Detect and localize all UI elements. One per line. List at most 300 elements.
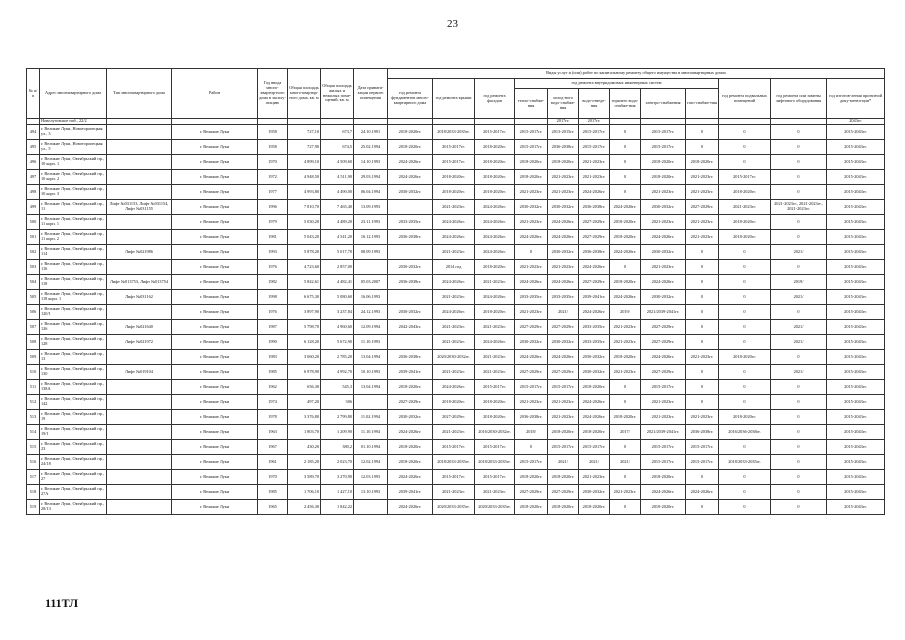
cell-area-living: 1 427,10 — [321, 485, 354, 500]
cell-area-total: 4 723,60 — [288, 260, 321, 275]
cell-district: г. Великие Луки — [172, 170, 258, 185]
cell-num: 519 — [27, 500, 40, 515]
cell-type — [107, 440, 172, 455]
cell-type — [107, 155, 172, 170]
cell-area-total: 2 185,20 — [288, 455, 321, 470]
cell-area-living: 4 541,20 — [321, 230, 354, 245]
cell-gas: 2015-2017гг. — [686, 455, 719, 470]
cell-electric: 2024-2026гг. — [641, 485, 686, 500]
cell-num: 500 — [27, 215, 40, 230]
cell-heat: 2027-2029гг. — [515, 485, 548, 500]
cell-heat: 2024-2026гг. — [515, 350, 548, 365]
cell-cold-water: 2015-2017гг. — [548, 380, 579, 395]
cell-basement: 0 — [719, 500, 771, 515]
cell-design-docs: 2015-2043гг. — [827, 290, 885, 305]
cell-gas: 2021-2023гг. — [686, 350, 719, 365]
cell-area-total: 3 060,20 — [288, 350, 321, 365]
cell-roof: 2024-2026гг. — [433, 275, 475, 290]
cell-design-docs: 2015-2043гг. — [827, 260, 885, 275]
cell-type — [107, 485, 172, 500]
cell-foundation: 2030-2032гг. — [388, 185, 433, 200]
cell-hot-water: 2018-2020гг. — [610, 410, 641, 425]
cell-lift: 0 — [771, 215, 827, 230]
cell-design-docs: 2015-2043гг. — [827, 245, 885, 260]
cell-design-docs: 2015-2043гг. — [827, 170, 885, 185]
cell-num: 507 — [27, 320, 40, 335]
cell-year: 1972 — [258, 170, 288, 185]
cell-drainage: 2024-2026гг. — [579, 395, 610, 410]
header-type: Тип многоквартирного дома — [107, 69, 172, 119]
cell-priv-date: 12.02.1994 — [354, 455, 388, 470]
cell-district: г. Великие Луки — [172, 140, 258, 155]
cell-hot-water: 2018-2020гг. — [610, 275, 641, 290]
cell-address: г. Великие Луки, Октябрьский пр., 128 — [40, 335, 107, 350]
cell-electric: 2018-2020гг. — [641, 500, 686, 515]
cell-district: г. Великие Луки — [172, 485, 258, 500]
cell-roof: 2015-2017гг. — [433, 155, 475, 170]
cell-district: г. Великие Луки — [172, 245, 258, 260]
cell-type — [107, 140, 172, 155]
cell-lift: 0 — [771, 305, 827, 320]
cell-area-total: 6 978,90 — [288, 365, 321, 380]
cell-year: 1985 — [258, 365, 288, 380]
cell-heat: 2018-2020гг. — [515, 470, 548, 485]
cell-priv-date: 08.09.1993 — [354, 245, 388, 260]
cell-drainage: 2030-2032гг. — [579, 485, 610, 500]
cell-hot-water: 0 — [610, 185, 641, 200]
cell-area-living: 3 270,90 — [321, 470, 354, 485]
cell-heat: 0 — [515, 440, 548, 455]
cell-num: 516 — [27, 455, 40, 470]
cell-cold-water: 2013-2015гг. — [548, 125, 579, 140]
cell-year: 1958 — [258, 140, 288, 155]
cell-electric: 2027-2029гг. — [641, 365, 686, 380]
cell-foundation: 2024-2026гг. — [388, 470, 433, 485]
cell-year: 1965 — [258, 500, 288, 515]
cell-gas: 0 — [686, 125, 719, 140]
cell-address: г. Великие Луки, Октябрьский пр., 28/13 — [40, 500, 107, 515]
cell-district: г. Великие Луки — [172, 410, 258, 425]
header-cold-water: холод-ного водо-снабже-ния — [548, 89, 579, 119]
cell-drainage: 2021/ — [579, 455, 610, 470]
cell-drainage: 2017гг. — [579, 119, 610, 125]
table-row — [27, 395, 885, 410]
cell-area-living: 5 672,90 — [321, 335, 354, 350]
cell-design-docs: 2015-2043гг. — [827, 275, 885, 290]
cell-hot-water: 0 — [610, 140, 641, 155]
table-row — [27, 365, 885, 380]
page-number: 23 — [447, 18, 458, 30]
cell-area-total: 7 810,70 — [288, 200, 321, 215]
cell-year: 1970 — [258, 155, 288, 170]
table-row — [27, 410, 885, 425]
cell-type: Лифт №021972 — [107, 335, 172, 350]
header-hot-water: горячего водо-снабже-ния — [610, 89, 641, 119]
cell-design-docs: 2015-2043гг. — [827, 395, 885, 410]
cell-basement: 0 — [719, 260, 771, 275]
cell-hot-water: 2021/ — [610, 455, 641, 470]
cell-foundation: 2027-2029гг. — [388, 395, 433, 410]
cell-roof: 2021-2023гг. — [433, 485, 475, 500]
table-row — [27, 245, 885, 260]
cell-num: 502 — [27, 245, 40, 260]
table-header — [27, 69, 885, 119]
cell-hot-water: 2021-2023гг. — [610, 335, 641, 350]
cell-heat: 2024-2026гг. — [515, 275, 548, 290]
cell-drainage: 2039-2041гг. — [579, 290, 610, 305]
cell-cold-water: 2021/ — [548, 455, 579, 470]
cell-lift: 2021/ — [771, 320, 827, 335]
capital-repair-table — [26, 68, 885, 515]
cell-priv-date: 24.10.1991 — [354, 125, 388, 140]
cell-priv-date: 10.10.1993 — [354, 365, 388, 380]
cell-heat: 0 — [515, 245, 548, 260]
cell-cold-water: 2018-2020гг. — [548, 425, 579, 440]
cell-basement: 0 — [719, 140, 771, 155]
cell-num: 514 — [27, 425, 40, 440]
cell-area-total: 1 803,70 — [288, 425, 321, 440]
cell-drainage: 2024-2026гг. — [579, 260, 610, 275]
header-works-group: Виды услуг и (или) работ по капитальному ремонту общего имущества в многоквартирных домах — [388, 69, 885, 79]
cell-address: г. Великие Луки, Октябрьский пр., 19 — [40, 410, 107, 425]
cell-drainage: 2021-2023гг. — [579, 155, 610, 170]
cell-foundation: 2030-2032гг. — [388, 410, 433, 425]
cell-address: г. Великие Луки, Октябрьский пр., 10 корп. 2 — [40, 170, 107, 185]
cell-district: г. Великие Луки — [172, 320, 258, 335]
cell-facade: 2018-2020гг. — [475, 170, 515, 185]
cell-cold-water: 2024-2026гг. — [548, 350, 579, 365]
cell-cold-water: 2033-2035гг. — [548, 290, 579, 305]
cell-facade: 2016/2030-2032гг. — [475, 425, 515, 440]
cell-gas: 0 — [686, 245, 719, 260]
cell-facade: 2021-2023гг. — [475, 365, 515, 380]
cell-hot-water: 0 — [610, 500, 641, 515]
cell-roof: 2018-2020гг. — [433, 170, 475, 185]
cell-foundation: 2042-2043гг. — [388, 320, 433, 335]
cell-year: 1963 — [258, 425, 288, 440]
cell-facade: 2018-2020гг. — [475, 395, 515, 410]
cell-area-total: 727,10 — [288, 125, 321, 140]
cell-address: г. Великие Луки, Октябрьский пр., 142 — [40, 395, 107, 410]
cell-roof: 2024-2026гг. — [433, 230, 475, 245]
cell-num: 512 — [27, 395, 40, 410]
cell-hot-water: 0 — [610, 380, 641, 395]
cell-type — [107, 470, 172, 485]
cell-gas: 0 — [686, 395, 719, 410]
cell-area-living: 4 509,60 — [321, 155, 354, 170]
table-row — [27, 320, 885, 335]
table-row — [27, 305, 885, 320]
cell-area-total: 4 993,80 — [288, 185, 321, 200]
cell-cold-water: 2030-2032гг. — [548, 335, 579, 350]
cell-area-living: 2 857,00 — [321, 260, 354, 275]
table-body — [27, 119, 885, 515]
cell-cold-water: 2036-2038гг. — [548, 140, 579, 155]
cell-drainage: 2027-2029гг. — [579, 230, 610, 245]
cell-drainage: 2018-2020гг. — [579, 500, 610, 515]
cell-year: 1978 — [258, 410, 288, 425]
cell-facade: 2018-2020гг. — [475, 140, 515, 155]
cell-gas: 0 — [686, 275, 719, 290]
cell-hot-water: 2024-2026гг. — [610, 290, 641, 305]
cell-basement: 2016/2036-2038гг. — [719, 425, 771, 440]
cell-basement: 2015-2017гг. — [719, 170, 771, 185]
cell-cold-water: 2030-2032гг. — [548, 245, 579, 260]
cell-num: 518 — [27, 485, 40, 500]
cell-electric: 2030-2032гг. — [641, 245, 686, 260]
cell-drainage: 2024-2026гг. — [579, 410, 610, 425]
cell-cold-water: 2027-2029гг. — [548, 365, 579, 380]
cell-priv-date: 16.12.1993 — [354, 230, 388, 245]
cell-district: г. Великие Луки — [172, 425, 258, 440]
cell-gas: 2021-2023гг. — [686, 185, 719, 200]
cell-basement: 2018-2020гг. — [719, 410, 771, 425]
cell-priv-date: 11.02.1994 — [354, 410, 388, 425]
cell-area-living: 4 960,60 — [321, 320, 354, 335]
cell-lift: 0 — [771, 425, 827, 440]
cell-roof: 2015-2017гг. — [433, 140, 475, 155]
cell-gas: 2021-2023гг. — [686, 215, 719, 230]
table-row — [27, 200, 885, 215]
cell-type: Лифт №031153, Лифт №031154, Лифт №031155 — [107, 200, 172, 215]
cell-priv-date: 06.04.1994 — [354, 185, 388, 200]
cell-num: 509 — [27, 350, 40, 365]
cell-area-living: 673,7 — [321, 125, 354, 140]
cell-district: г. Великие Луки — [172, 260, 258, 275]
cell-priv-date: 23.11.1993 — [354, 215, 388, 230]
cell-priv-date: 12.09.1994 — [354, 320, 388, 335]
cell-district: г. Великие Луки — [172, 275, 258, 290]
cell-year: 1967 — [258, 440, 288, 455]
cell-roof: 2015-2017гг. — [433, 440, 475, 455]
cell-lift: 0 — [771, 455, 827, 470]
cell-area-living: 1 209,90 — [321, 425, 354, 440]
cell-lift: 0 — [771, 185, 827, 200]
cell-drainage: 2030-2032гг. — [579, 365, 610, 380]
cell-electric: 2021/2039-2041гг. — [641, 305, 686, 320]
cell-area-total: 2 456,30 — [288, 500, 321, 515]
cell-lift: 0 — [771, 440, 827, 455]
table-row — [27, 470, 885, 485]
cell-roof: 2018-2020гг. — [433, 185, 475, 200]
cell-district: г. Великие Луки — [172, 395, 258, 410]
cell-district: г. Великие Луки — [172, 230, 258, 245]
cell-lift: 0 — [771, 380, 827, 395]
cell-foundation: 2030-2032гг. — [388, 305, 433, 320]
cell-type: Лифт №021640 — [107, 320, 172, 335]
cell-area-living: 5 080,60 — [321, 290, 354, 305]
cell-priv-date: 25.02.1994 — [354, 140, 388, 155]
cell-basement: 0 — [719, 380, 771, 395]
cell-priv-date: 24.12.1993 — [354, 305, 388, 320]
cell-foundation: 2036-2038гг. — [388, 275, 433, 290]
cell-hot-water: 2018-2020гг. — [610, 215, 641, 230]
cell-priv-date: 29.03.1994 — [354, 170, 388, 185]
cell-priv-date: 13.04.1994 — [354, 380, 388, 395]
cell-electric: 2021-2023гг. — [641, 260, 686, 275]
cell-facade: 2024-2026гг. — [475, 290, 515, 305]
cell-type — [107, 260, 172, 275]
cell-district: г. Великие Луки — [172, 440, 258, 455]
cell-facade: 2021-2023гг. — [475, 275, 515, 290]
cell-priv-date: 14.10.1993 — [354, 155, 388, 170]
cell-area-living: 2 785,20 — [321, 350, 354, 365]
cell-area-total: 1 706,10 — [288, 485, 321, 500]
cell-hot-water: 2024-2026гг. — [610, 245, 641, 260]
header-basement: год ремонта подвальных помещений — [719, 79, 771, 119]
cell-foundation: 2036-2038гг. — [388, 230, 433, 245]
cell-gas: 0 — [686, 500, 719, 515]
table-row — [27, 215, 885, 230]
cell-design-docs: 2015-2043гг. — [827, 500, 885, 515]
cell-priv-date: 12.03.1993 — [354, 470, 388, 485]
cell-basement: 0 — [719, 305, 771, 320]
cell-electric: 2021-2023гг. — [641, 185, 686, 200]
cell-hot-water: 2021-2023гг. — [610, 485, 641, 500]
cell-type — [107, 500, 172, 515]
cell-num: 496 — [27, 155, 40, 170]
cell-foundation: 2024-2026гг. — [388, 425, 433, 440]
header-area-living: Общая площадь жилых и нежилых поме-щений, кв. м — [321, 69, 354, 119]
cell-gas: 0 — [686, 140, 719, 155]
cell-address: г. Великие Луки, Октябрьский пр., 138А — [40, 380, 107, 395]
cell-type — [107, 215, 172, 230]
cell-priv-date: 13.10.1993 — [354, 485, 388, 500]
cell-foundation: 2018-2020гг. — [388, 380, 433, 395]
cell-area-living: 674,5 — [321, 140, 354, 155]
cell-priv-date: 16.06.1993 — [354, 290, 388, 305]
cell-num: 499 — [27, 200, 40, 215]
cell-electric: 2018-2020гг. — [641, 155, 686, 170]
cell-drainage: 2024-2026гг. — [579, 305, 610, 320]
cell-design-docs: 2015-2043гг. — [827, 305, 885, 320]
cell-electric: 2021-2023гг. — [641, 215, 686, 230]
cell-electric: 2027-2029гг. — [641, 320, 686, 335]
header-roof: год ремонта крыши — [433, 79, 475, 119]
cell-priv-date: 01.10.1994 — [354, 440, 388, 455]
header-electric: электро-снабжения — [641, 89, 686, 119]
cell-electric: 2015-2017гг. — [641, 140, 686, 155]
cell-num: 517 — [27, 470, 40, 485]
cell-year: 1993 — [258, 245, 288, 260]
cell-cold-water: 2027-2029гг. — [548, 485, 579, 500]
cell-district: г. Великие Луки — [172, 290, 258, 305]
cell-heat: 2033-2035гг. — [515, 290, 548, 305]
table-row — [27, 125, 885, 140]
cell-lift: 0 — [771, 485, 827, 500]
cell-basement: 0 — [719, 320, 771, 335]
cell-gas: 0 — [686, 290, 719, 305]
cell-num: 513 — [27, 410, 40, 425]
cell-lift: 2021-2023гг., 2021-2023гг., 2021-2023гг. — [771, 200, 827, 215]
cell-cold-water: 2018-2020гг. — [548, 155, 579, 170]
cell-type — [107, 305, 172, 320]
cell-foundation: 2024-2026гг. — [388, 155, 433, 170]
cell-foundation: 2024-2026гг. — [388, 170, 433, 185]
header-num: № п/п — [27, 69, 40, 119]
cell-electric: 2024-2026гг. — [641, 275, 686, 290]
cell-foundation: 2039-2041гг. — [388, 365, 433, 380]
table-row — [27, 335, 885, 350]
cell-num: 508 — [27, 335, 40, 350]
cell-electric: 2018-2020гг. — [641, 470, 686, 485]
cell-year: 1998 — [258, 290, 288, 305]
cell-year: 1983 — [258, 350, 288, 365]
cell-year: 1976 — [258, 260, 288, 275]
cell-facade: 2024-2026гг. — [475, 230, 515, 245]
table-row — [27, 155, 885, 170]
cell-area-living: 2 799,80 — [321, 410, 354, 425]
table-row — [27, 485, 885, 500]
cell-heat: 2021-2023гг. — [515, 215, 548, 230]
cell-district: г. Великие Луки — [172, 500, 258, 515]
cell-district: г. Великие Луки — [172, 365, 258, 380]
cell-cold-water: 2024-2026гг. — [548, 275, 579, 290]
table-row — [27, 440, 885, 455]
cell-priv-date — [354, 395, 388, 410]
cell-cold-water: 2018-2020гг. — [548, 470, 579, 485]
cell-heat: 2015-2017гг. — [515, 125, 548, 140]
cell-basement: 2018-2020гг. — [719, 215, 771, 230]
cell-area-total: 5 030,20 — [288, 215, 321, 230]
cell-facade: 2015-2017гг. — [475, 380, 515, 395]
cell-gas: 0 — [686, 335, 719, 350]
cell-address: г. Великие Луки, Октябрьский пр., 13 — [40, 350, 107, 365]
cell-design-docs: 2015-2043гг. — [827, 365, 885, 380]
cell-heat: 2018-2020гг. — [515, 500, 548, 515]
table-row — [27, 455, 885, 470]
cell-roof: 2015-2017гг. — [433, 470, 475, 485]
cell-drainage: 2018-2020гг. — [579, 425, 610, 440]
cell-design-docs: 2015-2043гг. — [827, 470, 885, 485]
cell-type — [107, 410, 172, 425]
cell-hot-water: 0 — [610, 170, 641, 185]
cell-facade: 2015-2017гг. — [475, 125, 515, 140]
cell-electric: 2021-2023гг. — [641, 410, 686, 425]
cell-heat: 2027-2029гг. — [515, 365, 548, 380]
cell-design-docs: 2015-2043гг. — [827, 155, 885, 170]
cell-drainage: 2018-2020гг. — [579, 380, 610, 395]
cell-area-living: 3 237,84 — [321, 305, 354, 320]
table-row — [27, 380, 885, 395]
cell-area-total: 430,20 — [288, 440, 321, 455]
table-row — [27, 275, 885, 290]
cell-gas: 2027-2029гг. — [686, 200, 719, 215]
cell-roof: 2014 год — [433, 260, 475, 275]
cell-facade: 2018-2020гг. — [475, 155, 515, 170]
cell-basement: 0 — [719, 125, 771, 140]
cell-basement: 2018/2033-2035гг. — [719, 455, 771, 470]
cell-lift: 0 — [771, 470, 827, 485]
cell-year: 1996 — [258, 200, 288, 215]
cell-priv-date: 13.09.1993 — [354, 200, 388, 215]
cell-area-living: 1 842,22 — [321, 500, 354, 515]
table-row — [27, 170, 885, 185]
cell-design-docs: 2015-2043гг. — [827, 125, 885, 140]
cell-address: г. Великие Луки, Новоторопецкая ул., 5 — [40, 140, 107, 155]
cell-electric: 2030-2032гг. — [641, 290, 686, 305]
cell-foundation: 2036-2038гг. — [388, 350, 433, 365]
cell-cold-water: 2015-2017гг. — [548, 440, 579, 455]
cell-num: 515 — [27, 440, 40, 455]
cell-type: Лифт №031162 — [107, 290, 172, 305]
cell-gas: 0 — [686, 305, 719, 320]
cell-address: г. Великие Луки, Новоторопецкая ул., 3 — [40, 125, 107, 140]
cell-type — [107, 125, 172, 140]
table-row — [27, 425, 885, 440]
header-design-docs: год изготов-ления проектной доку-мента-ции* — [827, 79, 885, 119]
cell-design-docs: 2015-2043гг. — [827, 140, 885, 155]
